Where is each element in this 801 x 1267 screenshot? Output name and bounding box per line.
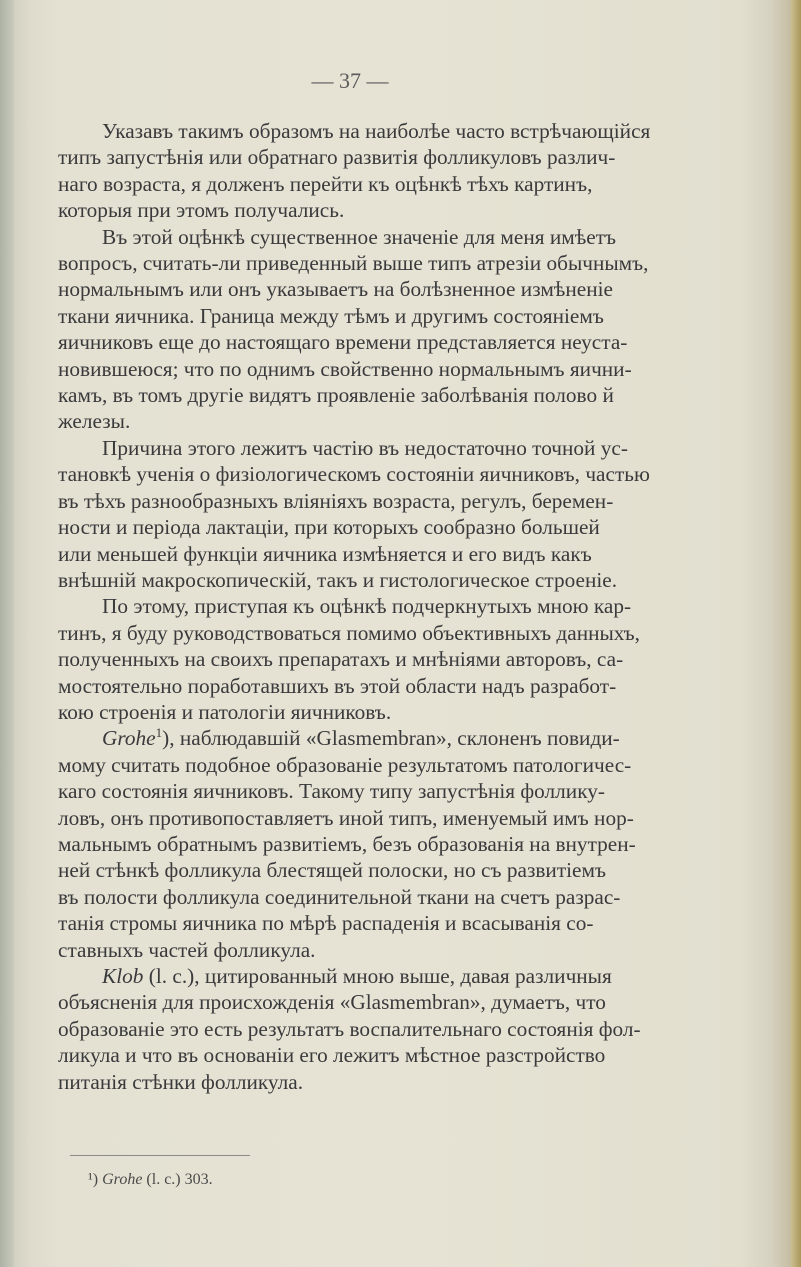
text-line: нормальнымъ или онъ указываетъ на болѣзненное измѣненіе bbox=[58, 277, 613, 302]
text-line: Причина этого лежитъ частію въ недостаточно точной ус- bbox=[102, 435, 628, 460]
text-line: новившеюся; что по однимъ свойственно нормальнымъ яични- bbox=[58, 356, 632, 381]
paragraph-3 bbox=[58, 435, 698, 593]
text-line: вопросъ, считать-ли приведенный выше типъ атрезіи обычнымъ, bbox=[58, 251, 649, 276]
text-line: ности и періода лактаціи, при которыхъ сообразно большей bbox=[58, 515, 600, 540]
text-line: Указавъ такимъ образомъ на наиболѣе часто встрѣчающійся bbox=[102, 119, 651, 143]
text-line: питанія стѣнки фолликула. bbox=[58, 1069, 304, 1094]
author-name: Klob bbox=[102, 964, 144, 988]
page-left-edge bbox=[0, 0, 14, 1267]
text-line: яичниковъ еще до настоящаго времени представляется неуста- bbox=[58, 330, 628, 355]
page-right-edge bbox=[791, 0, 801, 1267]
text-line: полученныхъ на своихъ препаратахъ и мнѣніями авторовъ, са- bbox=[58, 647, 624, 672]
text-line: объясненія для происхожденія «Glasmembran», думаетъ, что bbox=[58, 990, 606, 1015]
text-line: мальнымъ обратнымъ развитіемъ, безъ образованія на внутрен- bbox=[58, 831, 636, 856]
paragraph-5 bbox=[58, 725, 698, 963]
text-line: внѣшній макроскопическій, такъ и гистологическое строеніе. bbox=[58, 567, 618, 592]
paragraph-4 bbox=[58, 593, 698, 725]
text-line: мостоятельно поработавшихъ въ этой области надъ разработ- bbox=[58, 673, 617, 698]
text-line bbox=[58, 963, 698, 989]
text-line: наго возраста, я долженъ перейти къ оцѣнкѣ тѣхъ картинъ, bbox=[58, 171, 593, 196]
text-line bbox=[58, 725, 698, 751]
page-number: — 37 — bbox=[311, 68, 389, 93]
text-fragment: (l. c.), цитированный мною выше, давая различныя bbox=[143, 964, 612, 988]
text-line: По этому, приступая къ оцѣнкѣ подчеркнутыхъ мною кар- bbox=[102, 594, 632, 619]
text-line: тинъ, я буду руководствоваться помимо объективныхъ данныхъ, bbox=[58, 620, 640, 645]
text-line: ставныхъ частей фолликула. bbox=[58, 937, 316, 962]
footnote bbox=[88, 1171, 213, 1189]
paragraph-2 bbox=[58, 224, 698, 435]
text-line: Въ этой оцѣнкѣ существенное значеніе для меня имѣетъ bbox=[102, 224, 617, 249]
text-line: каго состоянія яичниковъ. Такому типу запустѣнія фоллику- bbox=[58, 779, 605, 804]
text-fragment: ), наблюдавшій «Glasmembran», склоненъ повиди- bbox=[162, 726, 620, 751]
text-line: которыя при этомъ получались. bbox=[58, 198, 345, 223]
text-line: тановкѣ ученія о физіологическомъ состояніи яичниковъ, частью bbox=[58, 462, 650, 487]
paragraph-1 bbox=[58, 118, 698, 224]
footnote-author: Grohe bbox=[102, 1171, 143, 1188]
paragraph-6 bbox=[58, 963, 698, 1095]
text-line: въ полости фолликула соединительной ткани на счетъ разрас- bbox=[58, 884, 621, 909]
body-text bbox=[58, 118, 698, 1095]
text-line: ткани яичника. Граница между тѣмъ и другимъ состояніемъ bbox=[58, 303, 604, 328]
text-line: танія стромы яичника по мѣрѣ распаденія и всасыванія со- bbox=[58, 911, 594, 936]
footnote-text: (l. c.) 303. bbox=[146, 1171, 213, 1188]
text-line: типъ запустѣнія или обратнаго развитія фолликуловъ различ- bbox=[58, 145, 616, 170]
text-line: железы. bbox=[58, 409, 131, 434]
text-line: образованіе это есть результатъ воспалительнаго состоянія фол- bbox=[58, 1016, 641, 1041]
footnote-divider bbox=[70, 1155, 250, 1156]
text-line: камъ, въ томъ другіе видятъ проявленіе заболѣванія полово й bbox=[58, 383, 614, 408]
text-line: ловъ, онъ противопоставляетъ иной типъ, именуемый имъ нор- bbox=[58, 805, 634, 830]
footnote-reference: 1 bbox=[155, 725, 163, 741]
text-line: или меньшей функціи яичника измѣняется и его видъ какъ bbox=[58, 541, 592, 566]
text-line: въ тѣхъ разнообразныхъ вліяніяхъ возраста, регулъ, беремен- bbox=[58, 488, 614, 513]
text-line: мому считать подобное образованіе результатомъ патологичес- bbox=[58, 752, 632, 777]
text-line: ней стѣнкѣ фолликула блестящей полоски, но съ развитіемъ bbox=[58, 858, 606, 883]
text-line: кою строенія и патологіи яичниковъ. bbox=[58, 699, 392, 724]
footnote-mark: ¹) bbox=[88, 1171, 99, 1188]
text-line: ликула и что въ основаніи его лежитъ мѣстное разстройство bbox=[58, 1043, 606, 1068]
author-name: Grohe bbox=[102, 726, 156, 751]
